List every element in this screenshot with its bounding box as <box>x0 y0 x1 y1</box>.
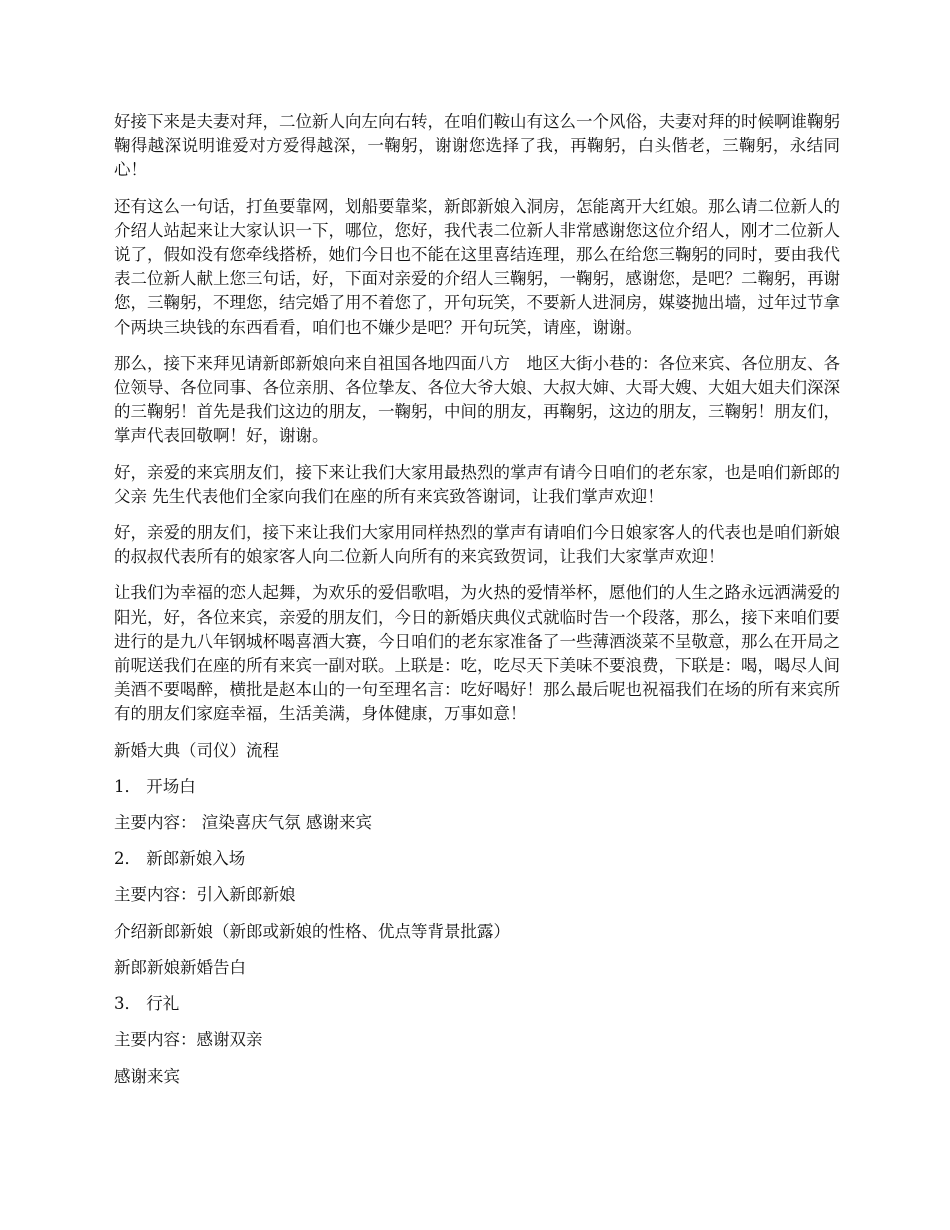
outline-item: 主要内容：感谢双亲 <box>114 1030 263 1050</box>
paragraph-matchmaker: 还有这么一句话，打鱼要靠网，划船要靠桨，新郎新娘入洞房，怎能离开大红娘。那么请二位新人的介绍人站起来让大家认识一下，哪位，您好，我代表二位新人非常感谢您这位介绍人，刚才二位新人说了，假如没有您牵线搭桥，她们今日也不能在这里喜结连理，那么在给您三鞠躬的同时，要由我代表二位新人献上您三句话，好，下面对亲爱的介绍人三鞠躬，一鞠躬，感谢您，是吧？二鞠躬，再谢您，三鞠躬，不理您，结完婚了用不着您了，开句玩笑，不要新人进洞房，媒婆抛出墙，过年过节拿个两块三块钱的东西看看，咱们也不嫌少是吧？开句玩笑，请座，谢谢。 <box>114 196 840 337</box>
paragraph-bow-to-each-other: 好接下来是夫妻对拜，二位新人向左向右转，在咱们鞍山有这么一个风俗，夫妻对拜的时候啊谁鞠躬鞠得越深说明谁爱对方爱得越深，一鞠躬，谢谢您选择了我，再鞠躬，白头偕老，三鞠躬，永结同心！ <box>114 112 840 180</box>
outline-item: 介绍新郎新娘（新郎或新娘的性格、优点等背景批露） <box>114 921 510 941</box>
outline-item: 3． 行礼 <box>114 994 180 1014</box>
paragraph-bow-to-guests: 那么，接下来拜见请新郎新娘向来自祖国各地四面八方 地区大街小巷的：各位来宾、各位朋友、各位领导、各位同事、各位亲朋、各位挚友、各位大爷大娘、大叔大婶、大哥大嫂、大姐大姐夫们深深的三鞠躬！首先是我们这边的朋友，一鞠躬，中间的朋友，再鞠躬，这边的朋友，三鞠躬！朋友们，掌声代表回敬啊！好，谢谢。 <box>114 353 840 446</box>
paragraph-closing: 让我们为幸福的恋人起舞，为欢乐的爱侣歌唱，为火热的爱情举杯，愿他们的人生之路永远洒满爱的阳光，好，各位来宾，亲爱的朋友们，今日的新婚庆典仪式就临时告一个段落，那么，接下来咱们要进行的是九八年钢城杯喝喜酒大赛，今日咱们的老东家准备了一些薄酒淡菜不呈敬意，那么在开局之前呢送我们在座的所有来宾一副对联。上联是：吃，吃尽天下美味不要浪费，下联是：喝，喝尽人间美酒不要喝醉，横批是赵本山的一句至理名言：吃好喝好！那么最后呢也祝福我们在场的所有来宾所有的朋友们家庭幸福，生活美满，身体健康，万事如意！ <box>114 583 840 724</box>
paragraph-father-speech: 好，亲爱的来宾朋友们，接下来让我们大家用最热烈的掌声有请今日咱们的老东家，也是咱们新郎的父亲 先生代表他们全家向我们在座的所有来宾致答谢词，让我们掌声欢迎！ <box>114 462 840 506</box>
paragraph-uncle-speech: 好，亲爱的朋友们，接下来让我们大家用同样热烈的掌声有请咱们今日娘家客人的代表也是咱们新娘的叔叔代表所有的娘家客人向二位新人向所有的来宾致贺词，让我们大家掌声欢迎！ <box>114 523 840 567</box>
outline-item: 主要内容：引入新郎新娘 <box>114 885 296 905</box>
outline-item: 新郎新娘新婚告白 <box>114 957 246 977</box>
outline-item: 2． 新郎新娘入场 <box>114 849 246 869</box>
outline-item: 1． 开场白 <box>114 776 196 796</box>
outline-title: 新婚大典（司仪）流程 <box>114 740 279 760</box>
document-body <box>114 110 840 1101</box>
outline-item: 主要内容： 渲染喜庆气氛 感谢来宾 <box>114 813 372 833</box>
outline-item: 感谢来宾 <box>114 1066 180 1086</box>
